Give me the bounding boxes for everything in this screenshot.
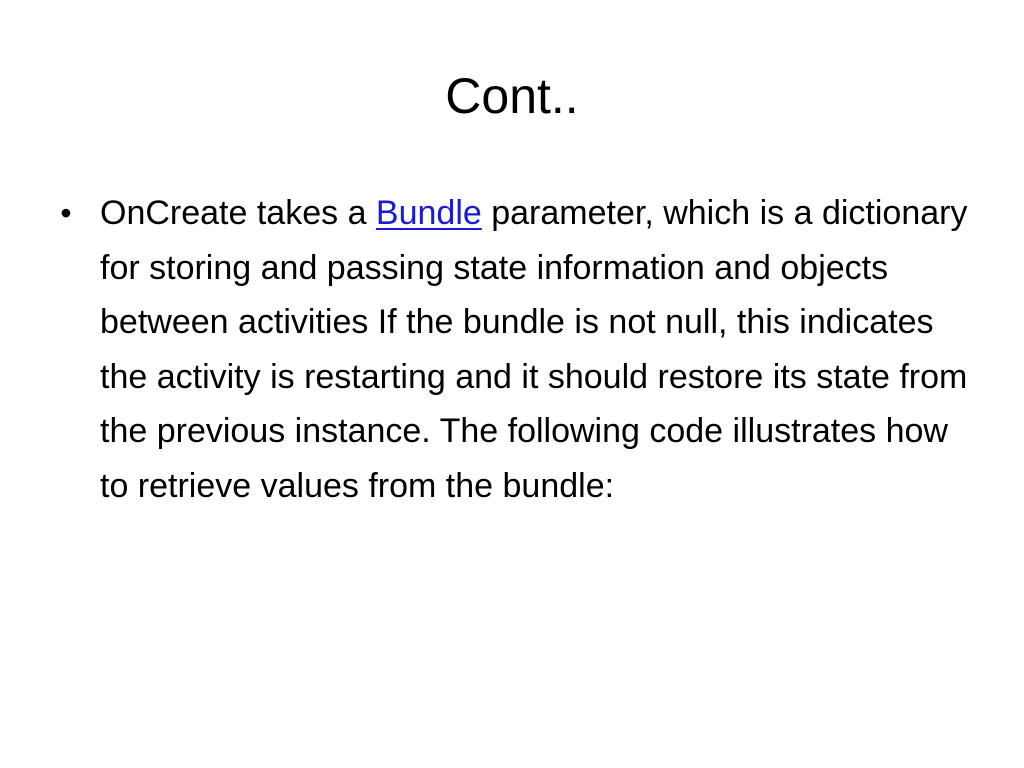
slide-title: Cont.. [445,68,579,124]
bullet-list [56,186,976,513]
bundle-link[interactable]: Bundle [375,194,482,232]
bullet-text-before-link: OnCreate takes a [100,194,376,232]
bullet-text-after-link: parameter, which is a dictionary for storing and passing state information and objects between activities If the bundle is not null, this indicates the activity is restarting and it should restore its state from the previous instance. The following code illustrates how to retrieve values from the bundle: [100,194,968,505]
bullet-item [56,186,976,513]
bullet-marker: • [60,195,72,231]
